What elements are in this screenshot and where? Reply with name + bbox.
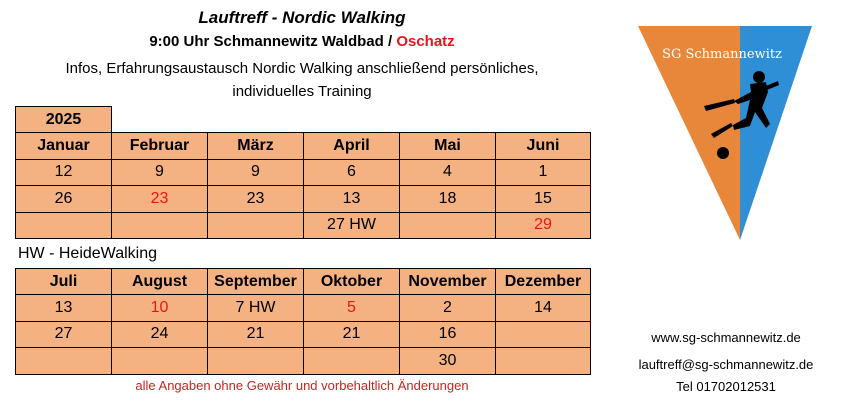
phone-number: Tel 01702012531 [676,379,776,394]
date-cell [112,212,208,238]
date-cell: 29 [496,212,591,238]
schedule-table-second-half [15,268,591,375]
date-cell: 18 [400,186,496,212]
meeting-time-location [0,33,604,50]
year-cell: 2025 [16,107,112,133]
month-header: Januar [16,133,112,159]
date-cell [112,348,208,374]
month-header: September [208,269,304,295]
email-link[interactable]: lauftreff@sg-schmannewitz.de [638,357,814,372]
month-header: März [208,133,304,159]
blank-cell [496,107,591,133]
date-cell: 27 HW [304,212,400,238]
blank-cell [208,107,304,133]
blank-cell [112,107,208,133]
month-header: Mai [400,133,496,159]
month-header: August [112,269,208,295]
month-header-row [16,269,591,295]
year-row [16,107,591,133]
date-cell: 16 [400,321,496,347]
date-cell: 30 [400,348,496,374]
date-cell: 13 [304,186,400,212]
hw-legend: HW - HeideWalking [18,245,157,262]
date-cell: 21 [304,321,400,347]
date-cell: 27 [16,321,112,347]
date-cell: 24 [112,321,208,347]
date-cell [304,348,400,374]
date-cell: 15 [496,186,591,212]
date-cell: 21 [208,321,304,347]
club-logo [638,26,812,240]
date-cell [208,212,304,238]
meeting-location-alt: Oschatz [396,33,455,50]
date-row [16,348,591,374]
date-cell [496,348,591,374]
date-row [16,186,591,212]
date-cell: 23 [208,186,304,212]
info-line-1: Infos, Erfahrungsaustausch Nordic Walking anschließend persönliches, [65,60,539,77]
date-cell: 2 [400,295,496,321]
month-header-row [16,133,591,159]
date-cell: 14 [496,295,591,321]
date-cell: 12 [16,159,112,185]
blank-cell [304,107,400,133]
date-cell: 9 [112,159,208,185]
meeting-location: 9:00 Uhr Schmannewitz Waldbad / [149,33,397,50]
date-cell: 10 [112,295,208,321]
date-cell [16,212,112,238]
date-row [16,159,591,185]
date-cell: 23 [112,186,208,212]
date-cell: 9 [208,159,304,185]
date-row [16,212,591,238]
month-header: Oktober [304,269,400,295]
page-title: Lauftreff - Nordic Walking [198,8,406,27]
month-header: Dezember [496,269,591,295]
date-row [16,295,591,321]
date-row [16,321,591,347]
date-cell [400,212,496,238]
date-cell: 26 [16,186,112,212]
date-cell [496,321,591,347]
month-header: Februar [112,133,208,159]
date-cell: 1 [496,159,591,185]
info-line-2: individuelles Training [232,83,372,100]
date-cell: 13 [16,295,112,321]
date-cell [16,348,112,374]
date-cell: 6 [304,159,400,185]
date-cell: 7 HW [208,295,304,321]
schedule-table-first-half [15,106,591,239]
date-cell: 4 [400,159,496,185]
logo-text: SG Schmannewitz [662,47,782,62]
info-text [0,57,604,103]
website-link[interactable]: www.sg-schmannewitz.de [651,330,801,345]
blank-cell [400,107,496,133]
date-cell [208,348,304,374]
month-header: Juli [16,269,112,295]
date-cell: 5 [304,295,400,321]
month-header: April [304,133,400,159]
disclaimer: alle Angaben ohne Gewähr und vorbehaltlich Änderungen [135,378,469,393]
month-header: November [400,269,496,295]
month-header: Juni [496,133,591,159]
